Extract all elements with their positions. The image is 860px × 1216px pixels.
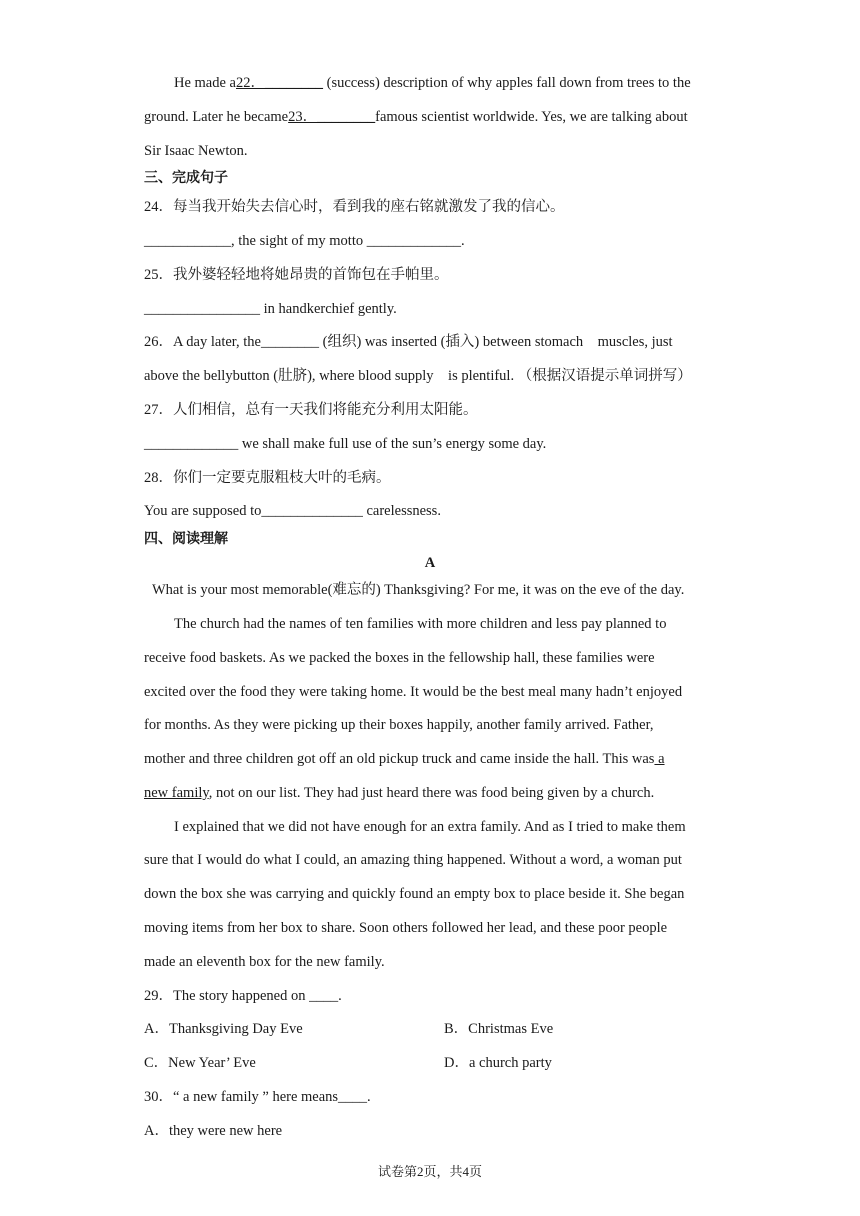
page-footer: 试卷第2页，共4页 — [377, 1164, 482, 1179]
option-30-a[interactable]: A．they were new here — [144, 1123, 283, 1139]
passage-label: A — [424, 555, 436, 571]
question-27-answer-line[interactable]: _____________ we shall make full use of the sun’s energy some day. — [144, 436, 547, 452]
reading-line: for months. As they were picking up their boxes happily, another family arrived. Father, — [144, 717, 654, 733]
question-25-chinese: 25．我外婆轻轻地将她昂贵的首饰包在手帕里。 — [144, 267, 449, 283]
option-29-b[interactable]: B．Christmas Eve — [444, 1021, 554, 1037]
reading-line: excited over the food they were taking home. It would be the best meal many hadn’t enjoyed — [144, 684, 683, 700]
option-29-a[interactable]: A．Thanksgiving Day Eve — [144, 1021, 303, 1037]
reading-line: moving items from her box to share. Soon others followed her lead, and these poor people — [144, 920, 668, 936]
section-title-complete-sentences: 三、完成句子 — [144, 170, 228, 186]
question-26-line-1[interactable]: 26．A day later, the________ (组织) was inserted (插入) between stomach muscles, just — [144, 334, 673, 350]
question-27-chinese: 27．人们相信，总有一天我们将能充分利用太阳能。 — [144, 402, 478, 418]
section-title-reading: 四、阅读理解 — [144, 531, 228, 547]
passage-line: Sir Isaac Newton. — [144, 143, 248, 159]
passage-line: ground. Later he became23．________famous scientist worldwide. Yes, we are talking about — [144, 109, 688, 125]
reading-line: mother and three children got off an old pickup truck and came inside the hall. This was a — [144, 751, 665, 767]
reading-line: down the box she was carrying and quickly found an empty box to place beside it. She began — [144, 886, 685, 902]
blank-22[interactable]: 22．________ — [236, 75, 323, 91]
reading-line: I explained that we did not have enough for an extra family. And as I tried to make them — [174, 819, 686, 835]
question-29-stem: 29．The story happened on ____. — [144, 988, 342, 1004]
question-26-line-2: above the bellybutton (肚脐), where blood supply is plentiful. （根据汉语提示单词拼写） — [144, 368, 692, 384]
question-30-stem: 30．“ a new family ” here means____. — [144, 1089, 371, 1105]
underlined-word: a — [654, 751, 665, 767]
reading-line: new family, not on our list. They had just heard there was food being given by a church. — [144, 785, 655, 801]
reading-line: receive food baskets. As we packed the boxes in the fellowship hall, these families were — [144, 650, 655, 666]
question-28-chinese: 28．你们一定要克服粗枝大叶的毛病。 — [144, 470, 391, 486]
option-29-d[interactable]: D．a church party — [444, 1055, 552, 1071]
reading-line: What is your most memorable(难忘的) Thanksgiving? For me, it was on the eve of the day. — [152, 582, 685, 598]
blank-23[interactable]: 23．________ — [288, 109, 376, 125]
question-25-answer-line[interactable]: ________________ in handkerchief gently. — [144, 301, 397, 317]
question-24-answer-line[interactable]: ____________, the sight of my motto _____________. — [144, 233, 465, 249]
option-29-c[interactable]: C．New Year’ Eve — [144, 1055, 256, 1071]
question-28-answer-line[interactable]: You are supposed to______________ carelessness. — [144, 503, 441, 519]
question-24-chinese: 24．每当我开始失去信心时，看到我的座右铭就激发了我的信心。 — [144, 199, 565, 215]
reading-line: sure that I would do what I could, an amazing thing happened. Without a word, a woman put — [144, 852, 682, 868]
reading-line: made an eleventh box for the new family. — [144, 954, 385, 970]
reading-line: The church had the names of ten families with more children and less pay planned to — [174, 616, 667, 632]
passage-line: He made a22．________ (success) description of why apples fall down from trees to the — [174, 75, 691, 91]
underlined-phrase: new family — [144, 785, 209, 801]
